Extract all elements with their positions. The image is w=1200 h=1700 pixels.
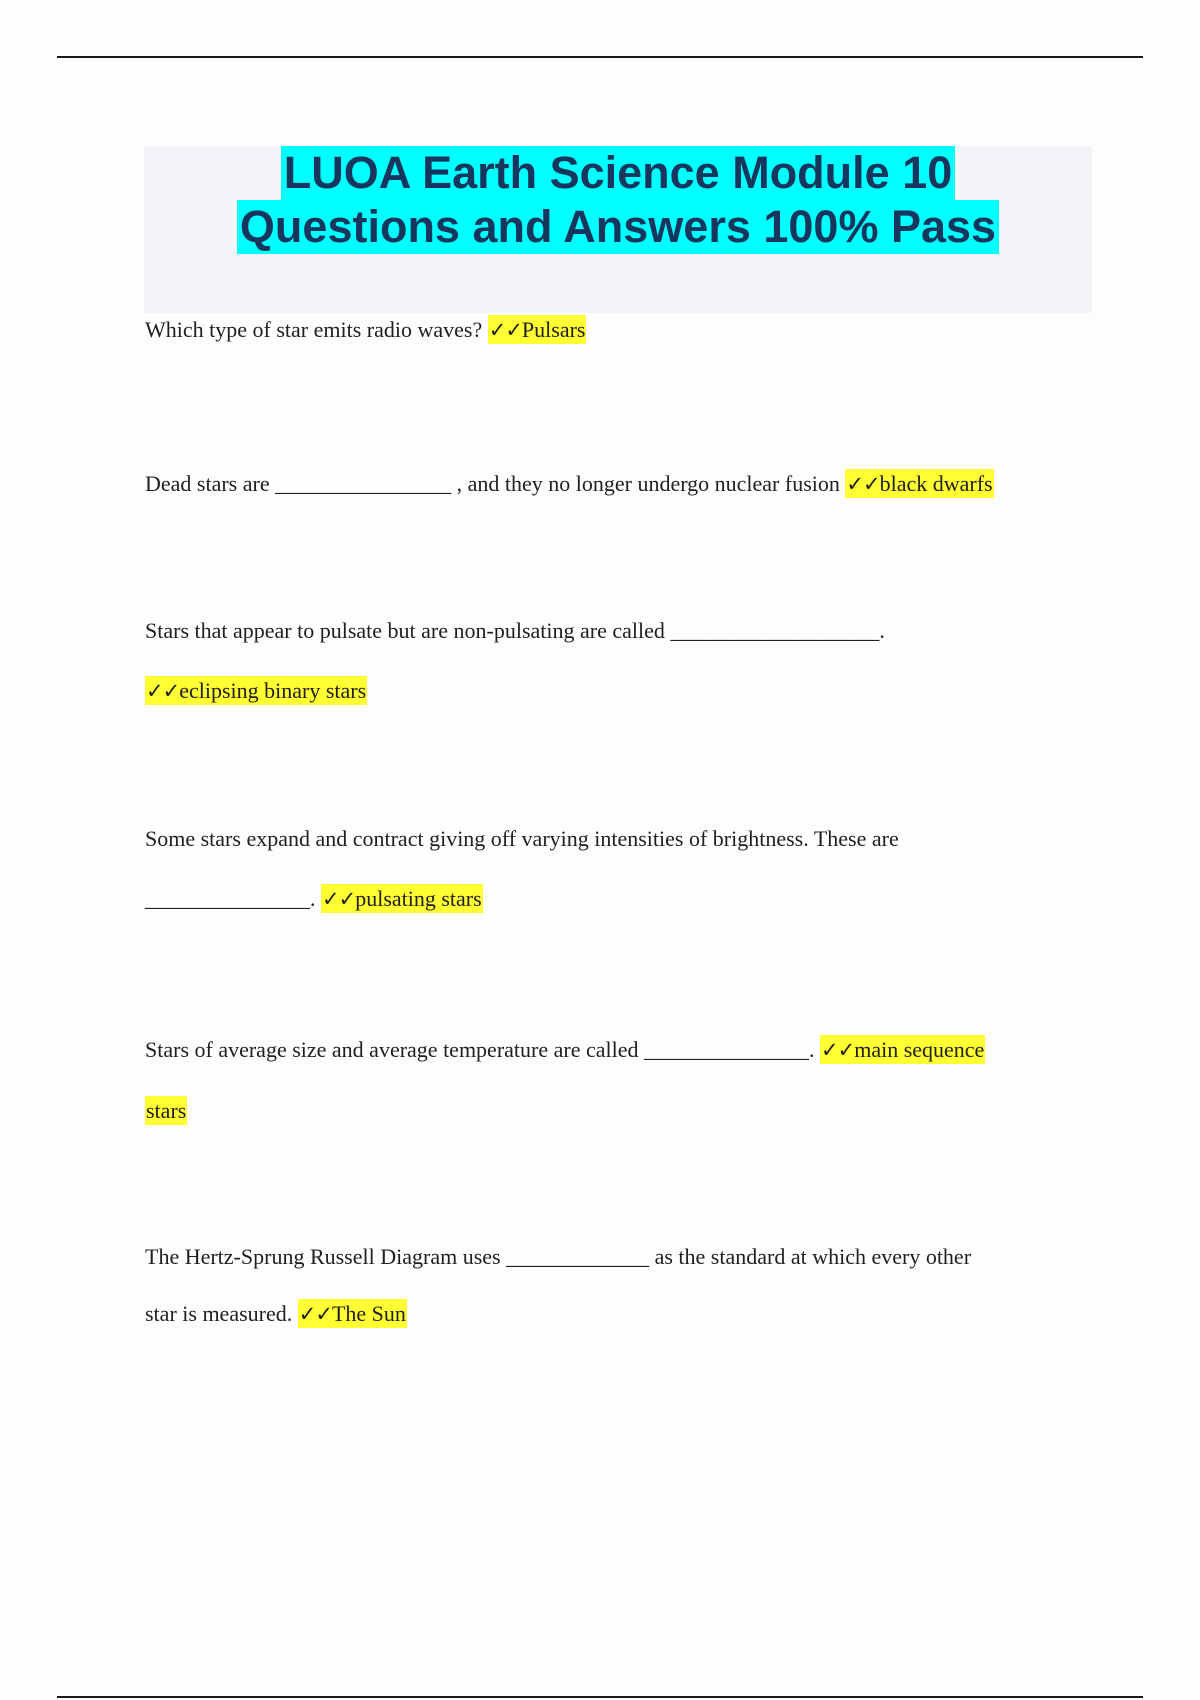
- answer-4: [321, 884, 483, 913]
- question-1-text: Which type of star emits radio waves?: [145, 317, 483, 342]
- question-4-text-line-2: _______________.: [145, 886, 316, 911]
- answer-1: [488, 315, 587, 344]
- question-6-text-line-2: star is measured.: [145, 1301, 293, 1326]
- answer-3-text: eclipsing binary stars: [179, 678, 367, 703]
- question-3-text: Stars that appear to pulsate but are non-pulsating are called ___________________.: [145, 618, 885, 643]
- question-2: [145, 470, 994, 498]
- question-5-text: Stars of average size and average temperature are called _______________.: [145, 1037, 815, 1062]
- page-title-line-1: LUOA Earth Science Module 10: [281, 146, 956, 200]
- top-rule: [57, 56, 1143, 58]
- answer-5-continued: [145, 1096, 187, 1125]
- check-icon: ✓✓: [846, 472, 880, 496]
- title-box: [144, 146, 1092, 313]
- question-3: [145, 617, 885, 645]
- answer-5-line-2: [145, 1097, 187, 1125]
- bottom-rule: [57, 1696, 1143, 1698]
- question-4-text-line-1: Some stars expand and contract giving off varying intensities of brightness. These are: [145, 826, 899, 851]
- question-5: [145, 1036, 985, 1064]
- answer-3-line: [145, 677, 367, 705]
- check-icon: ✓✓: [322, 887, 356, 911]
- question-2-text: Dead stars are ________________ , and they no longer undergo nuclear fusion: [145, 471, 840, 496]
- answer-5: [820, 1035, 985, 1064]
- answer-2: [845, 469, 993, 498]
- check-icon: ✓✓: [146, 679, 180, 703]
- question-6-line-2: [145, 1300, 407, 1328]
- question-6-text-line-1: The Hertz-Sprung Russell Diagram uses _____________ as the standard at which every other: [145, 1244, 972, 1269]
- answer-6: [298, 1299, 407, 1328]
- answer-5-text-part-2: stars: [146, 1098, 187, 1123]
- check-icon: ✓✓: [298, 1302, 332, 1326]
- question-4: [145, 825, 899, 853]
- answer-4-text: pulsating stars: [355, 886, 482, 911]
- answer-2-text: black dwarfs: [879, 471, 993, 496]
- check-icon: ✓✓: [821, 1038, 855, 1062]
- answer-3: [145, 676, 367, 705]
- answer-6-text: The Sun: [331, 1301, 406, 1326]
- title-line-1-wrap: [144, 146, 1092, 200]
- answer-1-text: Pulsars: [521, 317, 586, 342]
- question-4-line-2: [145, 885, 483, 913]
- check-icon: ✓✓: [488, 318, 522, 342]
- question-6: [145, 1243, 971, 1271]
- page-title-line-2: Questions and Answers 100% Pass: [237, 200, 999, 254]
- question-1: [145, 316, 586, 344]
- title-line-2-wrap: [144, 200, 1092, 254]
- answer-5-text-part-1: main sequence: [854, 1037, 985, 1062]
